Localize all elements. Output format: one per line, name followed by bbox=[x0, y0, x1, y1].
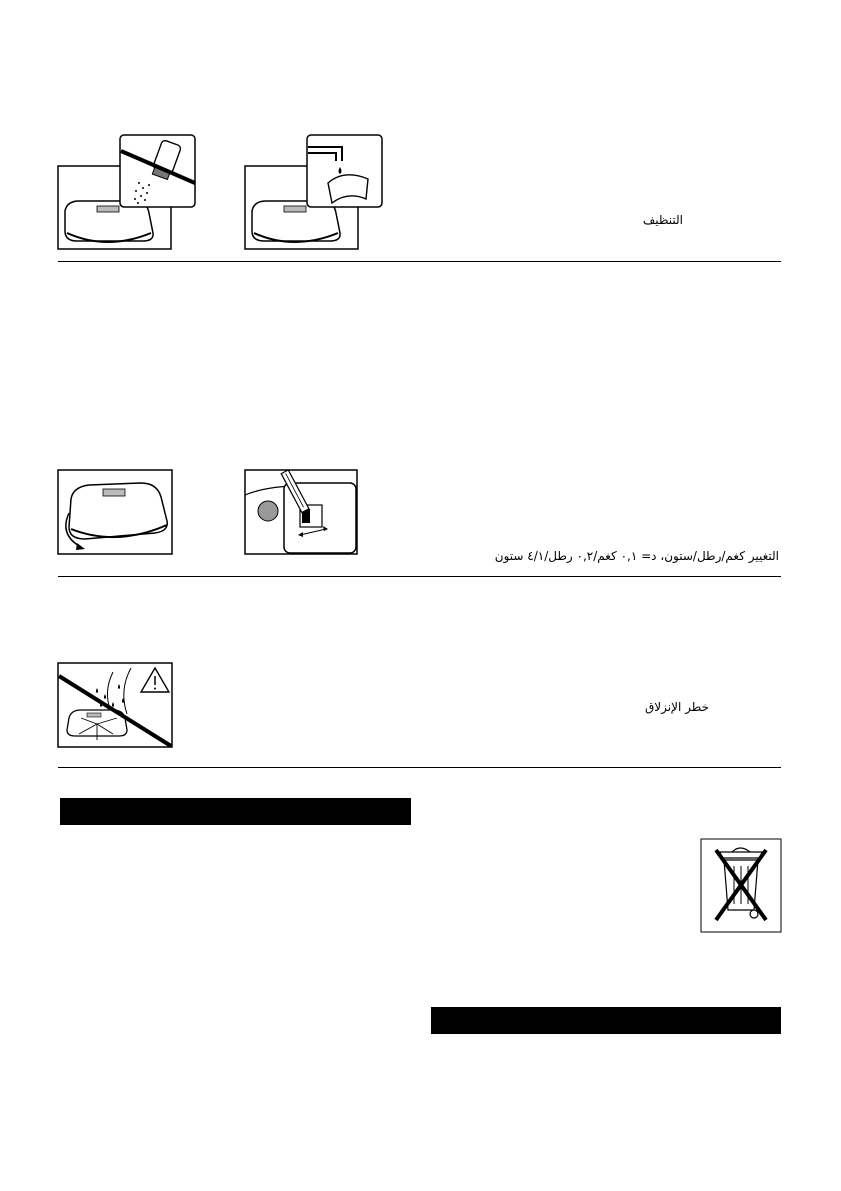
weee-bin-figure bbox=[700, 838, 782, 933]
flip-scale-illustration bbox=[57, 469, 173, 555]
crossed-out-wheelie-bin-icon bbox=[700, 838, 782, 933]
no-abrasive-cleaner-illustration bbox=[57, 133, 197, 251]
wet-scale-slip-warning-illustration bbox=[57, 662, 173, 748]
black-header-bar-left bbox=[60, 798, 411, 825]
section-divider bbox=[58, 767, 781, 768]
section-divider bbox=[58, 576, 781, 577]
units-switch-figure bbox=[244, 469, 358, 555]
damp-cloth-illustration bbox=[244, 133, 384, 251]
black-header-bar-right bbox=[431, 1007, 781, 1034]
cleaning-damp-cloth-figure bbox=[244, 133, 384, 251]
section-divider bbox=[58, 261, 781, 262]
units-heading: التغيير كغم/رطل/ستون، د= ٠,١ كغم/٠,٢ رطل/٤/١ ستون bbox=[494, 549, 779, 563]
slip-heading: خطر الإنزلاق bbox=[645, 700, 709, 714]
slip-warning-figure bbox=[57, 662, 173, 748]
units-flip-scale-figure bbox=[57, 469, 173, 555]
cleaning-no-abrasive-figure bbox=[57, 133, 197, 251]
unit-switch-illustration bbox=[244, 469, 358, 555]
cleaning-heading: التنظيف bbox=[642, 213, 683, 227]
